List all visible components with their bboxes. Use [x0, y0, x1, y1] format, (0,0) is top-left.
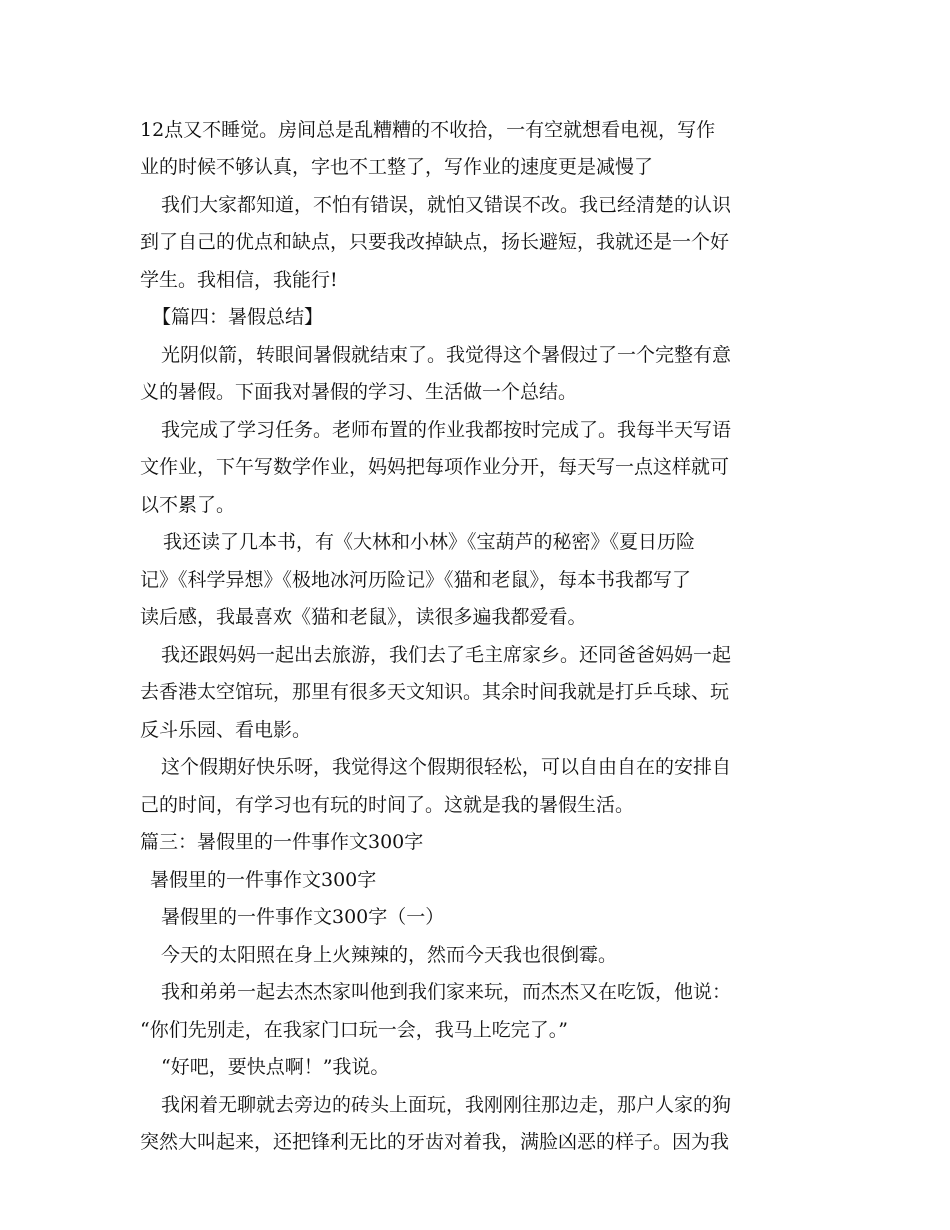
section-heading: 篇三：暑假里的一件事作文300字 [140, 831, 424, 853]
text-line: 反斗乐园、看电影。 [140, 719, 312, 741]
text-line: 文作业，下午写数学作业，妈妈把每项作业分开，每天写一点这样就可 [140, 456, 730, 478]
article-subtitle: 暑假里的一件事作文300字（一） [161, 906, 445, 928]
text-line: 业的时候不够认真，字也不工整了，写作业的速度更是减慢了 [140, 156, 654, 178]
text-line: 突然大叫起来，还把锋利无比的牙齿对着我，满脸凶恶的样子。因为我 [140, 1131, 730, 1153]
text-line: 我完成了学习任务。老师布置的作业我都按时完成了。我每半天写语 [161, 419, 732, 441]
text-line: 读后感，我最喜欢《猫和老鼠》，读很多遍我都爱看。 [140, 606, 587, 628]
text-line: 义的暑假。下面我对暑假的学习、生活做一个总结。 [140, 381, 578, 403]
text-line: 我们大家都知道，不怕有错误，就怕又错误不改。我已经清楚的认识 [161, 194, 732, 216]
text-line: 去香港太空馆玩，那里有很多天文知识。其余时间我就是打乒乓球、玩 [140, 681, 730, 703]
text-line: 到了自己的优点和缺点，只要我改掉缺点，扬长避短，我就还是一个好 [140, 231, 730, 253]
text-line: 己的时间，有学习也有玩的时间了。这就是我的暑假生活。 [140, 794, 635, 816]
text-line: 以不累了。 [140, 494, 236, 516]
text-line: 我还跟妈妈一起出去旅游，我们去了毛主席家乡。还同爸爸妈妈一起 [161, 644, 732, 666]
text-line: 今天的太阳照在身上火辣辣的，然而今天我也很倒霉。 [161, 944, 618, 966]
text-line: 记》《科学异想》《极地冰河历险记》《猫和老鼠》，每本书我都写了 [140, 569, 692, 591]
text-line: 我还读了几本书，有《大林和小林》《宝葫芦的秘密》《夏日历险 [163, 531, 696, 553]
text-line: 这个假期好快乐呀，我觉得这个假期很轻松，可以自由自在的安排自 [161, 756, 732, 778]
article-title: 暑假里的一件事作文300字 [150, 869, 377, 891]
text-line: 12点又不睡觉。房间总是乱糟糟的不收拾，一有空就想看电视，写作 [140, 119, 716, 141]
section-heading: 【篇四：暑假总结】 [152, 306, 324, 328]
text-line: “好吧，要快点啊！”我说。 [161, 1056, 390, 1078]
text-line: “你们先别走，在我家门口玩一会，我马上吃完了。” [140, 1019, 568, 1041]
text-line: 我闲着无聊就去旁边的砖头上面玩，我刚刚往那边走，那户人家的狗 [161, 1094, 732, 1116]
text-line: 学生。我相信，我能行! [140, 269, 338, 291]
text-line: 我和弟弟一起去杰杰家叫他到我们家来玩，而杰杰又在吃饭，他说： [161, 981, 732, 1003]
text-line: 光阴似箭，转眼间暑假就结束了。我觉得这个暑假过了一个完整有意 [161, 344, 732, 366]
